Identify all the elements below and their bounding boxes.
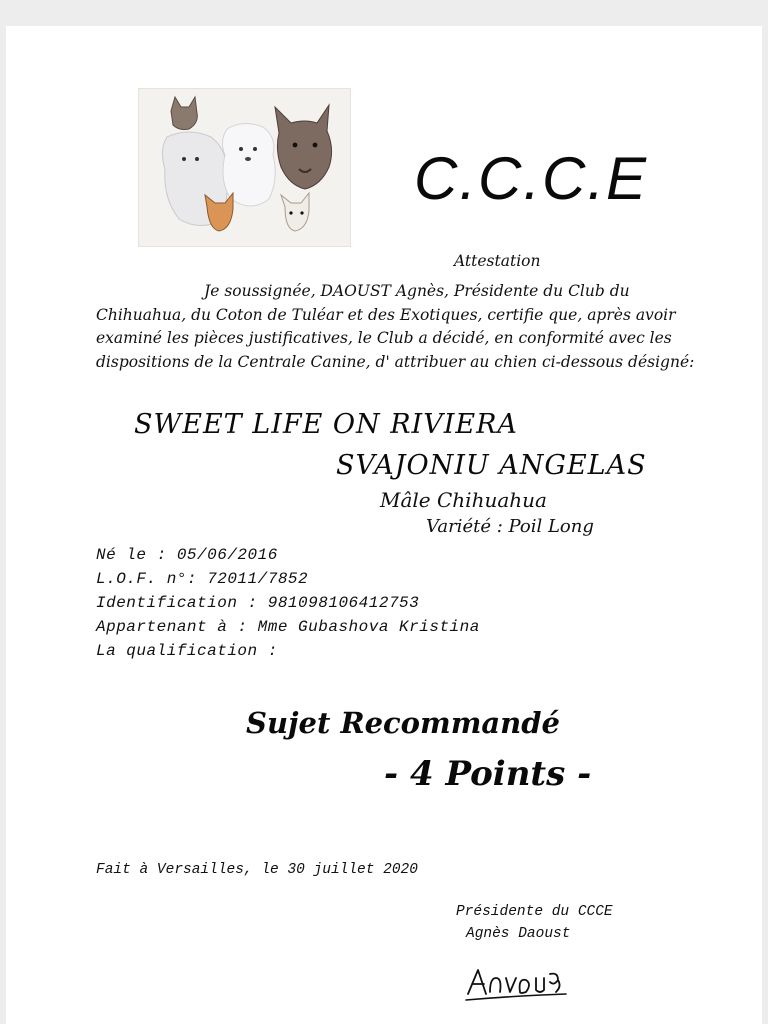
attestation-line: dispositions de la Centrale Canine, d' attribuer au chien ci-dessous désigné: [96, 352, 695, 371]
dog-name-line2: SVAJONIU ANGELAS [336, 450, 647, 481]
attestation-line: Chihuahua, du Coton de Tuléar et des Exotiques, certifie que, après avoir [96, 305, 676, 324]
qualification-label: La qualification : [96, 642, 278, 660]
place-date: Fait à Versailles, le 30 juillet 2020 [96, 862, 418, 878]
qualification-points: - 4 Points - [384, 754, 592, 794]
dog-sex-breed: Mâle Chihuahua [380, 488, 547, 512]
lof-number: L.O.F. n°: 72011/7852 [96, 570, 309, 588]
attestation-text [96, 280, 695, 374]
qualification-title: Sujet Recommandé [246, 706, 560, 740]
attestation-heading: Attestation [454, 252, 541, 270]
page-title: C.C.C.E [414, 145, 649, 212]
birth-date: Né le : 05/06/2016 [96, 546, 278, 564]
attestation-line: examiné les pièces justificatives, le Club a décidé, en conformité avec les [96, 329, 672, 347]
signer-name: Agnès Daoust [466, 926, 571, 942]
dog-name-line1: SWEET LIFE ON RIVIERA [134, 409, 518, 440]
dog-variety: Variété : Poil Long [426, 516, 594, 537]
dog-illustration-icon [139, 89, 350, 246]
identification: Identification : 981098106412753 [96, 594, 420, 612]
certificate-page [6, 26, 762, 1024]
attestation-line: Je soussignée, DAOUST Agnès, Présidente du Club du [204, 282, 630, 300]
owner: Appartenant à : Mme Gubashova Kristina [96, 618, 480, 636]
signer-role: Présidente du CCCE [456, 904, 613, 920]
signature-image [462, 964, 572, 1004]
dog-illustration-image [138, 88, 351, 247]
